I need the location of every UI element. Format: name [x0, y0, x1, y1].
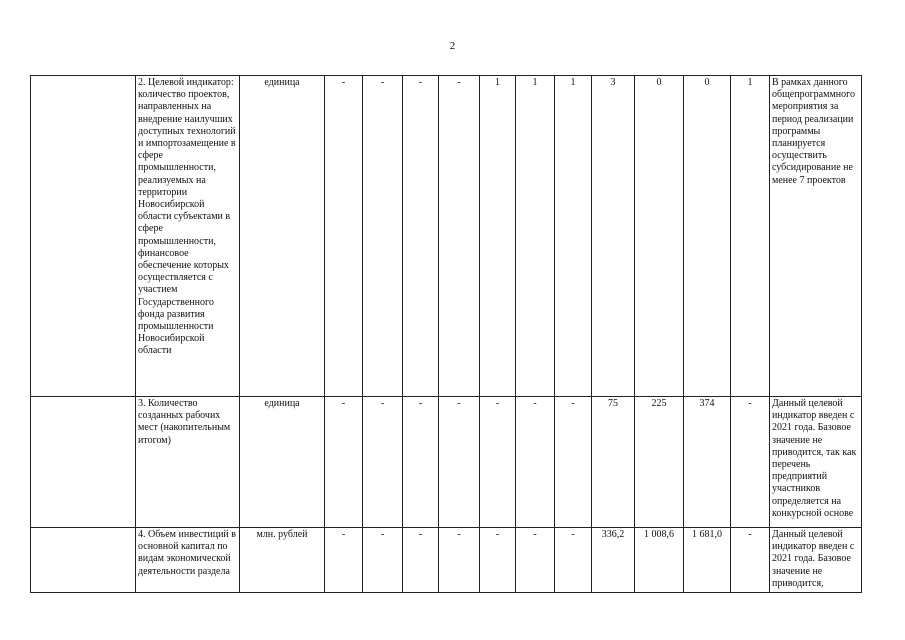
unit-cell: единица — [240, 76, 325, 397]
value-cell: - — [439, 76, 480, 397]
value-cell: - — [731, 397, 770, 528]
value-cell: 1 — [731, 76, 770, 397]
note-cell: Данный целевой индикатор введен с 2021 года. Базовое значение не приводится, — [770, 528, 862, 593]
value-cell: 1 681,0 — [684, 528, 731, 593]
table-row — [31, 397, 862, 528]
value-cell: 0 — [635, 76, 684, 397]
unit-cell: млн. рублей — [240, 528, 325, 593]
value-cell: - — [516, 528, 555, 593]
value-cell: - — [516, 397, 555, 528]
note-cell: Данный целевой индикатор введен с 2021 года. Базовое значение не приводится, так как перечень предприятий участников определяется на конкурсной основе — [770, 397, 862, 528]
indicator-name: 4. Объем инвестиций в основной капитал по видам экономической деятельности раздела — [136, 528, 240, 593]
value-cell: - — [325, 76, 363, 397]
program-cell — [31, 76, 136, 397]
value-cell: 336,2 — [592, 528, 635, 593]
value-cell: - — [363, 397, 403, 528]
program-cell — [31, 528, 136, 593]
page-number: 2 — [449, 40, 456, 52]
value-cell: - — [363, 528, 403, 593]
value-cell: - — [439, 528, 480, 593]
table-row — [31, 76, 862, 397]
value-cell: - — [480, 397, 516, 528]
value-cell: 1 008,6 — [635, 528, 684, 593]
value-cell: 1 — [480, 76, 516, 397]
value-cell: - — [555, 528, 592, 593]
indicator-name: 3. Количество созданных рабочих мест (накопительным итогом) — [136, 397, 240, 528]
table-row — [31, 528, 862, 593]
unit-cell: единица — [240, 397, 325, 528]
indicator-name: 2. Целевой индикатор: количество проектов, направленных на внедрение наилучших доступных технологий и импортозамещение в сфере промышленности, реализуемых на территории Новосибирской области субъектами в сфере промышленности, финансовое обеспечение которых осуществляется с участием Государственного фонда развития промышленности Новосибирской области — [136, 76, 240, 397]
value-cell: 1 — [516, 76, 555, 397]
value-cell: - — [403, 528, 439, 593]
program-cell — [31, 397, 136, 528]
note-cell: В рамках данного общепрограммного мероприятия за период реализации программы планируется осуществить субсидирование не менее 7 проектов — [770, 76, 862, 397]
value-cell: - — [363, 76, 403, 397]
value-cell: - — [731, 528, 770, 593]
value-cell: - — [555, 397, 592, 528]
value-cell: - — [325, 397, 363, 528]
value-cell: - — [403, 76, 439, 397]
value-cell: 225 — [635, 397, 684, 528]
value-cell: 0 — [684, 76, 731, 397]
indicators-table — [30, 75, 862, 593]
value-cell: 374 — [684, 397, 731, 528]
value-cell: 1 — [555, 76, 592, 397]
value-cell: - — [403, 397, 439, 528]
value-cell: - — [439, 397, 480, 528]
value-cell: 75 — [592, 397, 635, 528]
value-cell: - — [325, 528, 363, 593]
value-cell: - — [480, 528, 516, 593]
value-cell: 3 — [592, 76, 635, 397]
